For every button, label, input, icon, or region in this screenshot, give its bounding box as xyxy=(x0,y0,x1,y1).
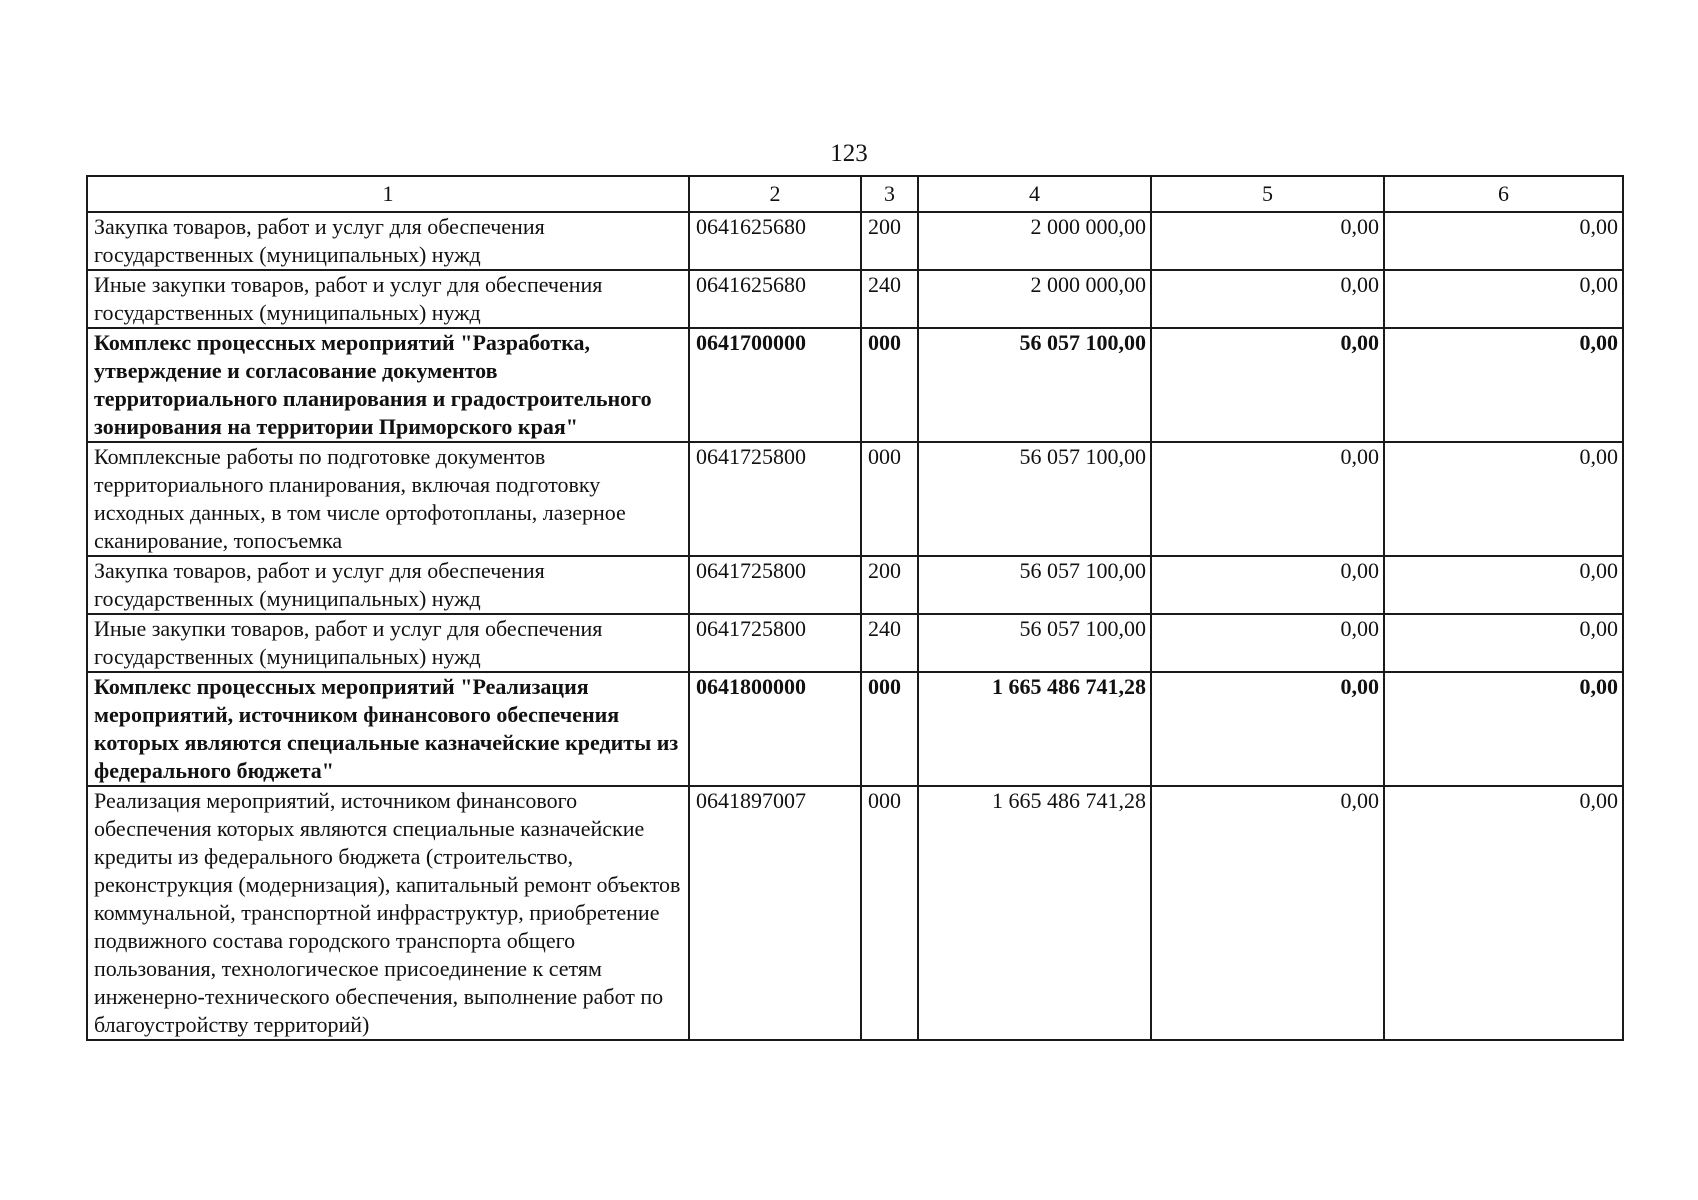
row-value-col5: 0,00 xyxy=(1151,442,1384,556)
row-value-col6: 0,00 xyxy=(1384,556,1623,614)
column-header-3: 3 xyxy=(861,176,918,212)
row-type-cell: 000 xyxy=(861,442,918,556)
row-value-col4: 56 057 100,00 xyxy=(918,556,1151,614)
table-header-row xyxy=(87,176,1623,212)
row-value-col4: 1 665 486 741,28 xyxy=(918,786,1151,1040)
row-code-cell: 0641800000 xyxy=(689,672,861,786)
row-value-col5: 0,00 xyxy=(1151,556,1384,614)
row-name-cell: Закупка товаров, работ и услуг для обеспечения государственных (муниципальных) нужд xyxy=(87,556,689,614)
row-type-cell: 000 xyxy=(861,672,918,786)
page-number: 123 xyxy=(830,140,868,167)
row-value-col6: 0,00 xyxy=(1384,270,1623,328)
table-row xyxy=(87,672,1623,786)
row-value-col6: 0,00 xyxy=(1384,212,1623,270)
column-header-6: 6 xyxy=(1384,176,1623,212)
row-value-col4: 56 057 100,00 xyxy=(918,442,1151,556)
table-row xyxy=(87,786,1623,1040)
row-value-col5: 0,00 xyxy=(1151,672,1384,786)
row-code-cell: 0641625680 xyxy=(689,212,861,270)
row-value-col6: 0,00 xyxy=(1384,328,1623,442)
row-type-cell: 000 xyxy=(861,786,918,1040)
row-type-cell: 200 xyxy=(861,556,918,614)
row-value-col6: 0,00 xyxy=(1384,672,1623,786)
row-value-col6: 0,00 xyxy=(1384,786,1623,1040)
row-code-cell: 0641725800 xyxy=(689,614,861,672)
budget-table xyxy=(86,175,1624,1041)
row-value-col5: 0,00 xyxy=(1151,614,1384,672)
row-value-col4: 56 057 100,00 xyxy=(918,328,1151,442)
row-name-cell: Иные закупки товаров, работ и услуг для обеспечения государственных (муниципальных) нужд xyxy=(87,614,689,672)
column-header-4: 4 xyxy=(918,176,1151,212)
row-type-cell: 200 xyxy=(861,212,918,270)
row-code-cell: 0641700000 xyxy=(689,328,861,442)
column-header-2: 2 xyxy=(689,176,861,212)
row-value-col4: 1 665 486 741,28 xyxy=(918,672,1151,786)
column-header-5: 5 xyxy=(1151,176,1384,212)
row-name-cell: Иные закупки товаров, работ и услуг для обеспечения государственных (муниципальных) нужд xyxy=(87,270,689,328)
row-name-cell: Комплекс процессных мероприятий "Реализация мероприятий, источником финансового обеспечения которых являются специальные казначейские кредиты из федерального бюджета" xyxy=(87,672,689,786)
table-row xyxy=(87,328,1623,442)
row-name-cell: Закупка товаров, работ и услуг для обеспечения государственных (муниципальных) нужд xyxy=(87,212,689,270)
row-type-cell: 000 xyxy=(861,328,918,442)
row-value-col5: 0,00 xyxy=(1151,212,1384,270)
column-header-1: 1 xyxy=(87,176,689,212)
row-value-col4: 56 057 100,00 xyxy=(918,614,1151,672)
row-type-cell: 240 xyxy=(861,614,918,672)
row-value-col6: 0,00 xyxy=(1384,442,1623,556)
table-row xyxy=(87,270,1623,328)
row-code-cell: 0641725800 xyxy=(689,442,861,556)
row-value-col5: 0,00 xyxy=(1151,270,1384,328)
table-row xyxy=(87,212,1623,270)
table-row xyxy=(87,614,1623,672)
row-code-cell: 0641897007 xyxy=(689,786,861,1040)
table-row xyxy=(87,556,1623,614)
row-name-cell: Реализация мероприятий, источником финансового обеспечения которых являются специальные казначейские кредиты из федерального бюджета (строительство, реконструкция (модернизация), капитальный ремонт объектов коммунальной, транспортной инфраструктур, приобретение подвижного состава городского транспорта общего пользования, технологическое присоединение к сетям инженерно-технического обеспечения, выполнение работ по благоустройству территорий) xyxy=(87,786,689,1040)
row-name-cell: Комплексные работы по подготовке документов территориального планирования, включая подготовку исходных данных, в том числе ортофотопланы, лазерное сканирование, топосъемка xyxy=(87,442,689,556)
row-value-col4: 2 000 000,00 xyxy=(918,270,1151,328)
row-code-cell: 0641625680 xyxy=(689,270,861,328)
row-value-col6: 0,00 xyxy=(1384,614,1623,672)
table-row xyxy=(87,442,1623,556)
row-value-col4: 2 000 000,00 xyxy=(918,212,1151,270)
row-value-col5: 0,00 xyxy=(1151,786,1384,1040)
row-name-cell: Комплекс процессных мероприятий "Разработка, утверждение и согласование документов территориального планирования и градостроительного зонирования на территории Приморского края" xyxy=(87,328,689,442)
row-type-cell: 240 xyxy=(861,270,918,328)
row-code-cell: 0641725800 xyxy=(689,556,861,614)
row-value-col5: 0,00 xyxy=(1151,328,1384,442)
